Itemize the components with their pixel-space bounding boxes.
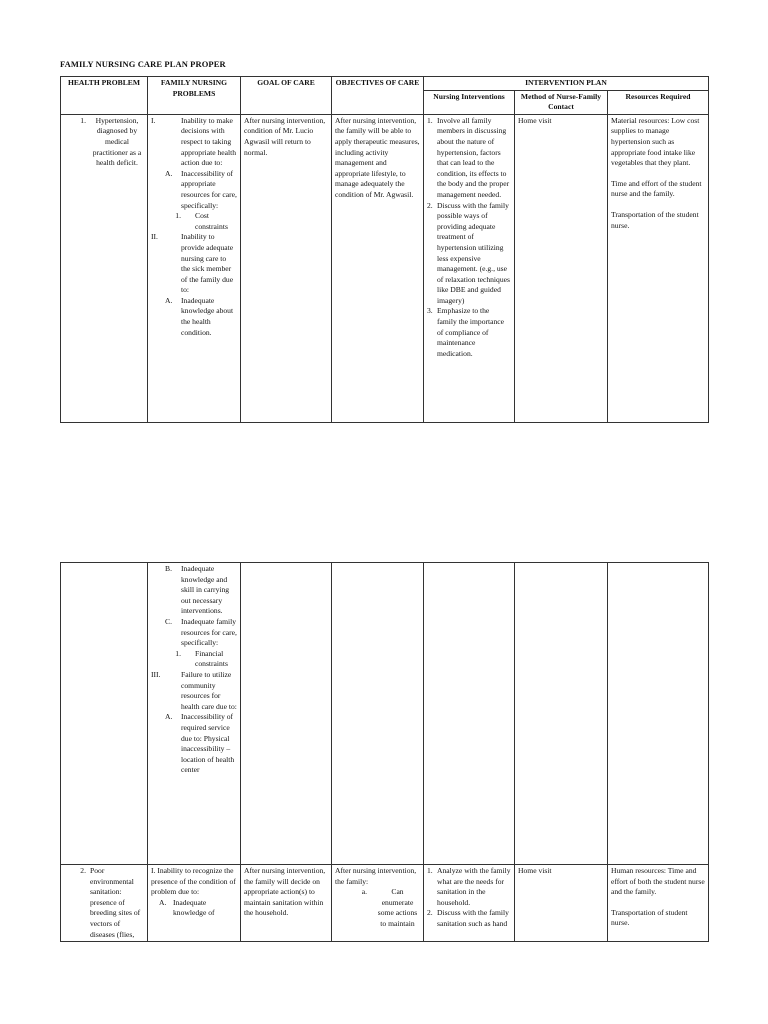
resource-item: Time and effort of the student nurse and the family.: [611, 178, 702, 199]
list-item: [151, 116, 237, 169]
list-item: [151, 670, 237, 712]
list-text: Inability to provide adequate nursing care to the sick member of the family due to:: [181, 232, 234, 295]
list-text: Inadequate knowledge about the health condition.: [181, 295, 234, 337]
method-text: Home visit: [518, 866, 552, 875]
list-item: [427, 201, 511, 307]
list-marker: I.: [151, 115, 156, 125]
list-text: Emphasize to the family the importance of compliance of maintenance medication.: [437, 306, 505, 358]
fnp-list: [151, 116, 237, 338]
list-item: [151, 232, 237, 296]
header-nursing-interventions: Nursing Interventions: [424, 90, 515, 114]
objectives-text: Can enumerate some actions to maintain: [377, 887, 418, 928]
cell-goal-1: [241, 114, 332, 422]
resource-item: Human resources: Time and effort of both the student nurse and the family.: [611, 866, 705, 897]
cell-method-1: [515, 114, 608, 422]
interventions-list: [427, 116, 511, 360]
list-marker: A.: [165, 168, 173, 178]
list-marker: 1.: [80, 115, 86, 125]
list-text: Analyze with the family what are the needs for sanitation in the household.: [437, 866, 511, 907]
cell-interventions-1: [424, 114, 515, 422]
cell-health-problem-1: [61, 114, 148, 422]
care-plan-table-page2: [60, 562, 709, 942]
cell-method-cont: [515, 563, 608, 865]
list-item: [151, 564, 237, 617]
header-goal-of-care: GOAL OF CARE: [241, 77, 332, 115]
list-marker: 1.: [175, 648, 181, 658]
list-marker: B.: [165, 564, 172, 573]
interventions-list: [427, 866, 511, 930]
list-item: [427, 116, 511, 201]
list-text: Cost constraints: [195, 211, 228, 231]
list-marker: A.: [159, 897, 167, 907]
list-text: Failure to utilize community resources for health care due to:: [181, 669, 237, 711]
cell-family-nursing-problems-1: [148, 114, 241, 422]
list-marker: 1.: [427, 866, 433, 875]
list-text: Inaccessibility of appropriate resources for care, specifically:: [181, 168, 237, 210]
cell-health-problem-cont: [61, 563, 148, 865]
list-text: Inability to make decisions with respect to taking appropriate health action due to:: [181, 115, 237, 168]
health-problem-text: Hypertension, diagnosed by medical practitioner as a health deficit.: [92, 115, 142, 168]
list-marker: II.: [151, 232, 158, 242]
header-method-of-contact: Method of Nurse-Family Contact: [515, 90, 608, 114]
objectives-text: After nursing intervention, the family:: [335, 866, 417, 886]
care-plan-table-page1: [60, 76, 709, 423]
list-item: [151, 211, 237, 232]
cell-resources-cont: [608, 563, 709, 865]
header-intervention-plan: INTERVENTION PLAN: [424, 77, 709, 91]
fnp-text: Inadequate knowledge of: [173, 897, 215, 918]
goal-text: After nursing intervention, condition of Mr. Lucio Agwasil will return to normal.: [244, 115, 326, 157]
objectives-text: After nursing intervention, the family will be able to apply therapeutic measures, including activity management and appropriate lifestyle, to manage adequately the condition of Mr. Agwasil.: [335, 115, 420, 199]
list-text: Discuss with the family possible ways of providing adequate treatment of hypertension utilizing less expensive management. (e.g., use of relaxation techniques like DBE and guided imagery): [437, 200, 510, 305]
cell-objectives-cont: [332, 563, 424, 865]
header-resources-required: Resources Required: [608, 90, 709, 114]
fnp-list: [151, 564, 237, 776]
list-text: Involve all family members in discussing about the nature of hypertension, factors that can lead to the condition, its effects to the body and the proper management needed.: [437, 115, 510, 199]
list-marker: 3.: [427, 306, 433, 316]
header-family-nursing-problems: FAMILY NURSING PROBLEMS: [148, 77, 241, 115]
cell-interventions-2: [424, 865, 515, 942]
list-item: [151, 617, 237, 649]
cell-objectives-2: [332, 865, 424, 942]
header-health-problem: HEALTH PROBLEM: [61, 77, 148, 115]
list-marker: 2.: [427, 200, 433, 210]
list-marker: 1.: [427, 115, 433, 125]
list-marker: 2.: [427, 908, 433, 918]
method-text: Home visit: [518, 115, 552, 125]
list-item: [427, 866, 511, 908]
cell-family-nursing-problems-cont: [148, 563, 241, 865]
list-item: [151, 712, 237, 776]
cell-family-nursing-problems-2: [148, 865, 241, 942]
fnp-text: I. Inability to recognize the presence of the condition of problem due to:: [151, 866, 236, 897]
list-marker: C.: [165, 616, 172, 626]
cell-resources-1: [608, 114, 709, 422]
cell-method-2: [515, 865, 608, 942]
list-text: Inadequate family resources for care, specifically:: [181, 616, 237, 648]
page-title: FAMILY NURSING CARE PLAN PROPER: [60, 59, 226, 69]
cell-resources-2: [608, 865, 709, 942]
list-marker: 1.: [175, 211, 181, 221]
list-marker: a.: [361, 887, 367, 897]
goal-text: After nursing intervention, the family will decide on appropriate action(s) to maintain sanitation within the household.: [244, 866, 326, 918]
health-problem-text: Poor environmental sanitation: presence of breeding sites of vectors of diseases (flies,: [90, 866, 141, 939]
cell-objectives-1: [332, 114, 424, 422]
list-marker: III.: [151, 669, 161, 679]
header-objectives-of-care: OBJECTIVES OF CARE: [332, 77, 424, 115]
list-text: Inadequate knowledge and skill in carrying out necessary interventions.: [181, 564, 230, 616]
list-item: [151, 296, 237, 338]
list-text: Financial constraints: [195, 648, 228, 669]
cell-interventions-cont: [424, 563, 515, 865]
resource-item: Transportation of student nurse.: [611, 907, 688, 928]
list-text: Discuss with the family sanitation such as hand: [437, 908, 509, 928]
cell-health-problem-2: [61, 865, 148, 942]
list-item: [151, 169, 237, 211]
list-text: Inaccessibility of required service due to: Physical inaccessibility – location of health center: [181, 712, 235, 775]
cell-goal-2: [241, 865, 332, 942]
list-item: [151, 649, 237, 670]
list-marker: 2.: [80, 866, 86, 875]
cell-goal-cont: [241, 563, 332, 865]
list-item: [427, 306, 511, 359]
list-item: [427, 908, 511, 929]
list-marker: A.: [165, 712, 173, 722]
resource-item: Transportation of the student nurse.: [611, 209, 699, 230]
list-marker: A.: [165, 295, 173, 305]
resource-item: Material resources: Low cost supplies to manage hypertension such as appropriate food intake like vegetables that they plant.: [611, 115, 700, 168]
